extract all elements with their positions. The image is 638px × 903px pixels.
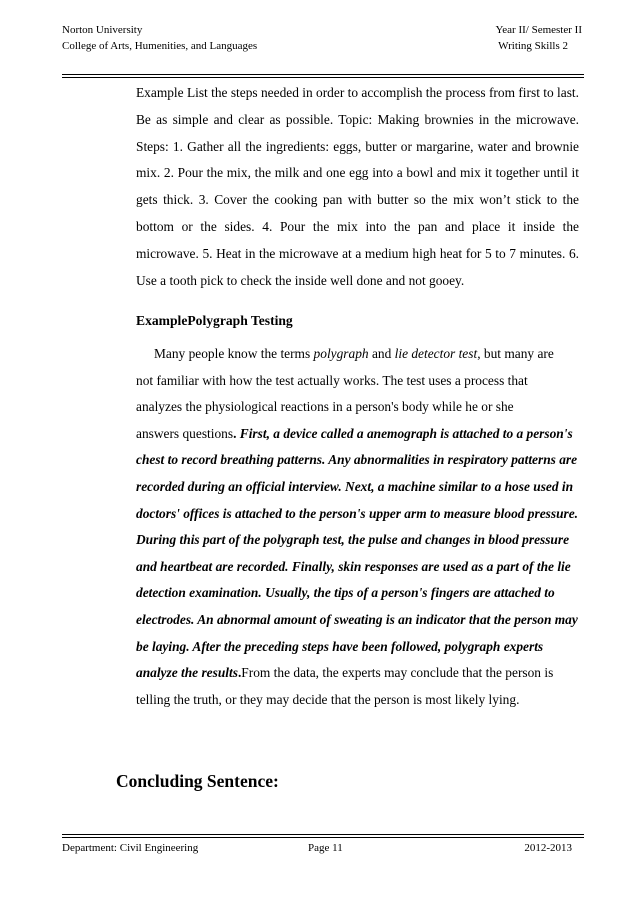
page-footer (62, 842, 572, 854)
paragraph-brownies-example: Example List the steps needed in order to accomplish the process from first to last. Be as simple and clear as possible. Topic: Making brownies in the microwave. Steps: 1. Gather all the ingredients: eggs, butter or margarine, water and brownie mix. 2. Pour the mix, the milk and one egg into a bowl and mix it together until it gets thick. 3. Cover the cooking pan with butter so the mix won’t stick to the bottom or the sides. 4. Pour the mix into the pan and place it inside the microwave. 5. Heat in the microwave at a medium high heat for 5 to 7 minutes. 6. Use a tooth pick to check the inside well done and not gooey. (136, 85, 579, 288)
paragraph-polygraph (136, 341, 579, 713)
para2-emphasis: First, a device called a anemograph is attached to a person's chest to record breathing patterns. Any abnormalities in respiratory patterns are recorded during an official interview. Next, a machine similar to a hose used in doctors' offices is attached to the person's upper arm to measure blood pressure. During this part of the polygraph test, the pulse and changes in blood pressure and heartbeat are recorded. Finally, skin responses are used as a part of the lie detection examination. Usually, the tips of a person's fingers are attached to electrodes. An abnormal amount of sweating is an indicator that the person may be laying. After the preceding steps have been followed, polygraph experts analyze the results (136, 425, 579, 681)
para2-text: . (237, 665, 242, 681)
footer-divider (62, 837, 584, 838)
header-university: Norton University (62, 24, 143, 36)
para2-text: From the data, the experts may conclude that the person is telling the truth, or they may decide that the person is most likely lying. (136, 665, 554, 707)
concluding-sentence-heading: Concluding Sentence: (116, 771, 279, 791)
term-polygraph: polygraph (313, 346, 369, 361)
header-college: College of Arts, Humenities, and Languages (62, 40, 258, 52)
header-course: Writing Skills 2 (498, 40, 568, 52)
section-heading-polygraph: ExamplePolygraph Testing (136, 313, 293, 328)
para2-text: answers questions (136, 425, 234, 441)
para2-text: analyzes the physiological reactions in a person's body while he or she (136, 399, 514, 415)
header-year-semester: Year II/ Semester II (495, 24, 582, 36)
term-lie-detector: lie detector test (394, 346, 478, 361)
para2-text: Many people know the terms (154, 346, 314, 361)
footer-academic-year: 2012-2013 (524, 842, 572, 854)
footer-page-number: Page 11 (308, 842, 343, 854)
page-header (62, 22, 582, 54)
footer-department: Department: Civil Engineering (62, 842, 199, 854)
para2-text: and (368, 346, 395, 361)
para2-text: not familiar with how the test actually works. The test uses a process that (136, 372, 528, 388)
footer-divider-thin (62, 834, 584, 835)
header-divider (62, 74, 584, 75)
header-divider-thin (62, 77, 584, 78)
para2-text: , but many are (477, 346, 554, 361)
para2-text: . (233, 425, 240, 441)
